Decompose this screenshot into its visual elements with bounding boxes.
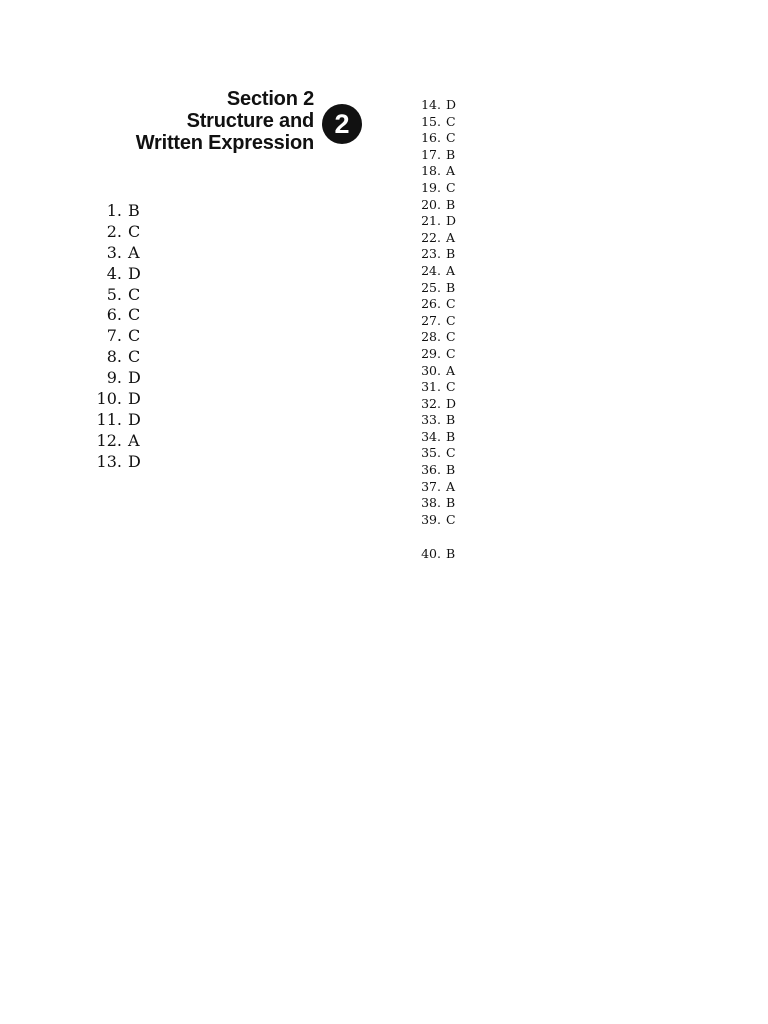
answer-letter: B bbox=[446, 196, 456, 212]
answer-letter: A bbox=[446, 229, 456, 245]
answer-item bbox=[408, 197, 456, 214]
section-heading bbox=[60, 88, 314, 154]
answer-letter: C bbox=[446, 113, 456, 129]
answer-item bbox=[408, 429, 456, 446]
answer-letter: D bbox=[128, 409, 141, 429]
answer-number: 33. bbox=[421, 412, 441, 428]
answer-letter: C bbox=[128, 284, 141, 304]
answer-item bbox=[408, 97, 456, 114]
answer-item bbox=[408, 495, 456, 512]
answer-letter: C bbox=[446, 329, 456, 345]
heading-line-3: Written Expression bbox=[135, 132, 314, 154]
answer-item bbox=[408, 163, 456, 180]
answer-item bbox=[408, 313, 456, 330]
answer-letter: B bbox=[446, 146, 456, 162]
answer-letter: D bbox=[446, 395, 457, 411]
answer-item bbox=[86, 243, 141, 264]
answer-letter: B bbox=[446, 546, 456, 561]
answer-item bbox=[408, 412, 456, 429]
answer-item bbox=[86, 305, 141, 326]
answer-number: 21. bbox=[421, 213, 441, 229]
answer-item bbox=[408, 479, 456, 496]
answer-number: 11. bbox=[96, 409, 122, 429]
answer-letter: D bbox=[128, 368, 141, 388]
answer-item bbox=[86, 222, 141, 243]
answer-letter: C bbox=[128, 326, 141, 346]
answer-item bbox=[408, 396, 456, 413]
answer-letter: C bbox=[446, 345, 456, 361]
answer-number: 27. bbox=[421, 312, 441, 328]
answer-item bbox=[86, 410, 141, 431]
answer-number: 23. bbox=[421, 246, 441, 262]
answer-number: 3. bbox=[106, 242, 122, 262]
answer-letter: C bbox=[446, 296, 456, 312]
answer-letter: B bbox=[446, 428, 456, 444]
answer-number: 8. bbox=[106, 347, 122, 367]
answer-number: 31. bbox=[421, 379, 441, 395]
answer-letter: D bbox=[446, 97, 457, 112]
answer-number: 17. bbox=[421, 146, 441, 162]
answer-number: 40. bbox=[421, 546, 441, 561]
answer-number: 19. bbox=[421, 179, 441, 195]
answer-letter: B bbox=[446, 279, 456, 295]
answer-letter: C bbox=[446, 379, 456, 395]
answer-number: 5. bbox=[106, 284, 122, 304]
answer-number: 39. bbox=[421, 511, 441, 527]
answer-number: 30. bbox=[421, 362, 441, 378]
answer-item bbox=[86, 452, 141, 473]
answer-item bbox=[86, 347, 141, 368]
answer-item bbox=[408, 180, 456, 197]
answer-item bbox=[408, 114, 456, 131]
answer-letter: D bbox=[128, 451, 141, 471]
answer-number: 16. bbox=[421, 130, 441, 146]
answer-item bbox=[86, 389, 141, 410]
answer-item bbox=[408, 329, 456, 346]
answer-number: 38. bbox=[421, 495, 441, 511]
answer-number: 7. bbox=[106, 326, 122, 346]
answer-letter: C bbox=[128, 347, 141, 367]
heading-line-1: Section 2 bbox=[226, 88, 314, 110]
answer-item bbox=[86, 368, 141, 389]
answer-item bbox=[86, 201, 141, 222]
answer-letter: A bbox=[446, 478, 456, 494]
answer-item bbox=[408, 363, 456, 380]
answer-letter: A bbox=[446, 362, 456, 378]
section-number-badge: 2 bbox=[322, 104, 362, 144]
answer-item bbox=[86, 264, 141, 285]
answer-letter: A bbox=[128, 242, 140, 262]
answer-item bbox=[408, 213, 456, 230]
answer-letter: B bbox=[446, 412, 456, 428]
answer-number: 34. bbox=[421, 428, 441, 444]
answer-item bbox=[408, 296, 456, 313]
answer-number: 26. bbox=[421, 296, 441, 312]
answer-number: 13. bbox=[96, 451, 122, 471]
answer-letter: C bbox=[446, 312, 456, 328]
answer-number: 12. bbox=[96, 430, 122, 450]
answer-letter: B bbox=[128, 201, 140, 220]
answer-number: 15. bbox=[421, 113, 441, 129]
answer-number: 29. bbox=[421, 345, 441, 361]
answer-letter: D bbox=[128, 389, 141, 409]
answer-number: 35. bbox=[421, 445, 441, 461]
answer-number: 22. bbox=[421, 229, 441, 245]
answer-item-40 bbox=[408, 546, 455, 563]
answer-letter: B bbox=[446, 246, 456, 262]
answer-item bbox=[408, 263, 456, 280]
answer-letter: C bbox=[128, 305, 141, 325]
answer-letter: C bbox=[446, 179, 456, 195]
answer-number: 37. bbox=[421, 478, 441, 494]
answer-item bbox=[408, 379, 456, 396]
answer-item bbox=[408, 512, 456, 529]
answer-letter: A bbox=[446, 163, 456, 179]
answer-item bbox=[408, 130, 456, 147]
answer-item bbox=[408, 147, 456, 164]
answer-item bbox=[408, 230, 456, 247]
answer-item bbox=[408, 346, 456, 363]
answer-number: 6. bbox=[106, 305, 122, 325]
answer-number: 2. bbox=[106, 221, 122, 241]
answer-number: 9. bbox=[106, 368, 122, 388]
answer-number: 1. bbox=[106, 201, 122, 220]
answer-number: 18. bbox=[421, 163, 441, 179]
answer-letter: D bbox=[446, 213, 457, 229]
answer-number: 25. bbox=[421, 279, 441, 295]
answer-letter: B bbox=[446, 462, 456, 478]
answer-item bbox=[86, 431, 141, 452]
answer-item bbox=[408, 280, 456, 297]
answer-item bbox=[408, 445, 456, 462]
answer-item bbox=[86, 326, 141, 347]
answer-item bbox=[86, 285, 141, 306]
answer-letter: C bbox=[446, 445, 456, 461]
answer-number: 28. bbox=[421, 329, 441, 345]
heading-line-2: Structure and bbox=[186, 110, 314, 132]
answer-letter: B bbox=[446, 495, 456, 511]
answer-number: 10. bbox=[96, 389, 122, 409]
answer-letter: C bbox=[446, 130, 456, 146]
answer-letter: D bbox=[128, 263, 141, 283]
answer-letter: A bbox=[446, 262, 456, 278]
answer-item bbox=[408, 462, 456, 479]
answer-number: 4. bbox=[106, 263, 122, 283]
answer-letter: A bbox=[128, 430, 140, 450]
answer-number: 20. bbox=[421, 196, 441, 212]
answer-item bbox=[408, 246, 456, 263]
answer-list-left bbox=[86, 201, 141, 473]
answer-number: 36. bbox=[421, 462, 441, 478]
answer-letter: C bbox=[128, 221, 141, 241]
answer-list-right bbox=[408, 97, 456, 528]
answer-number: 14. bbox=[421, 97, 441, 112]
answer-number: 24. bbox=[421, 262, 441, 278]
answer-letter: C bbox=[446, 511, 456, 527]
answer-number: 32. bbox=[421, 395, 441, 411]
